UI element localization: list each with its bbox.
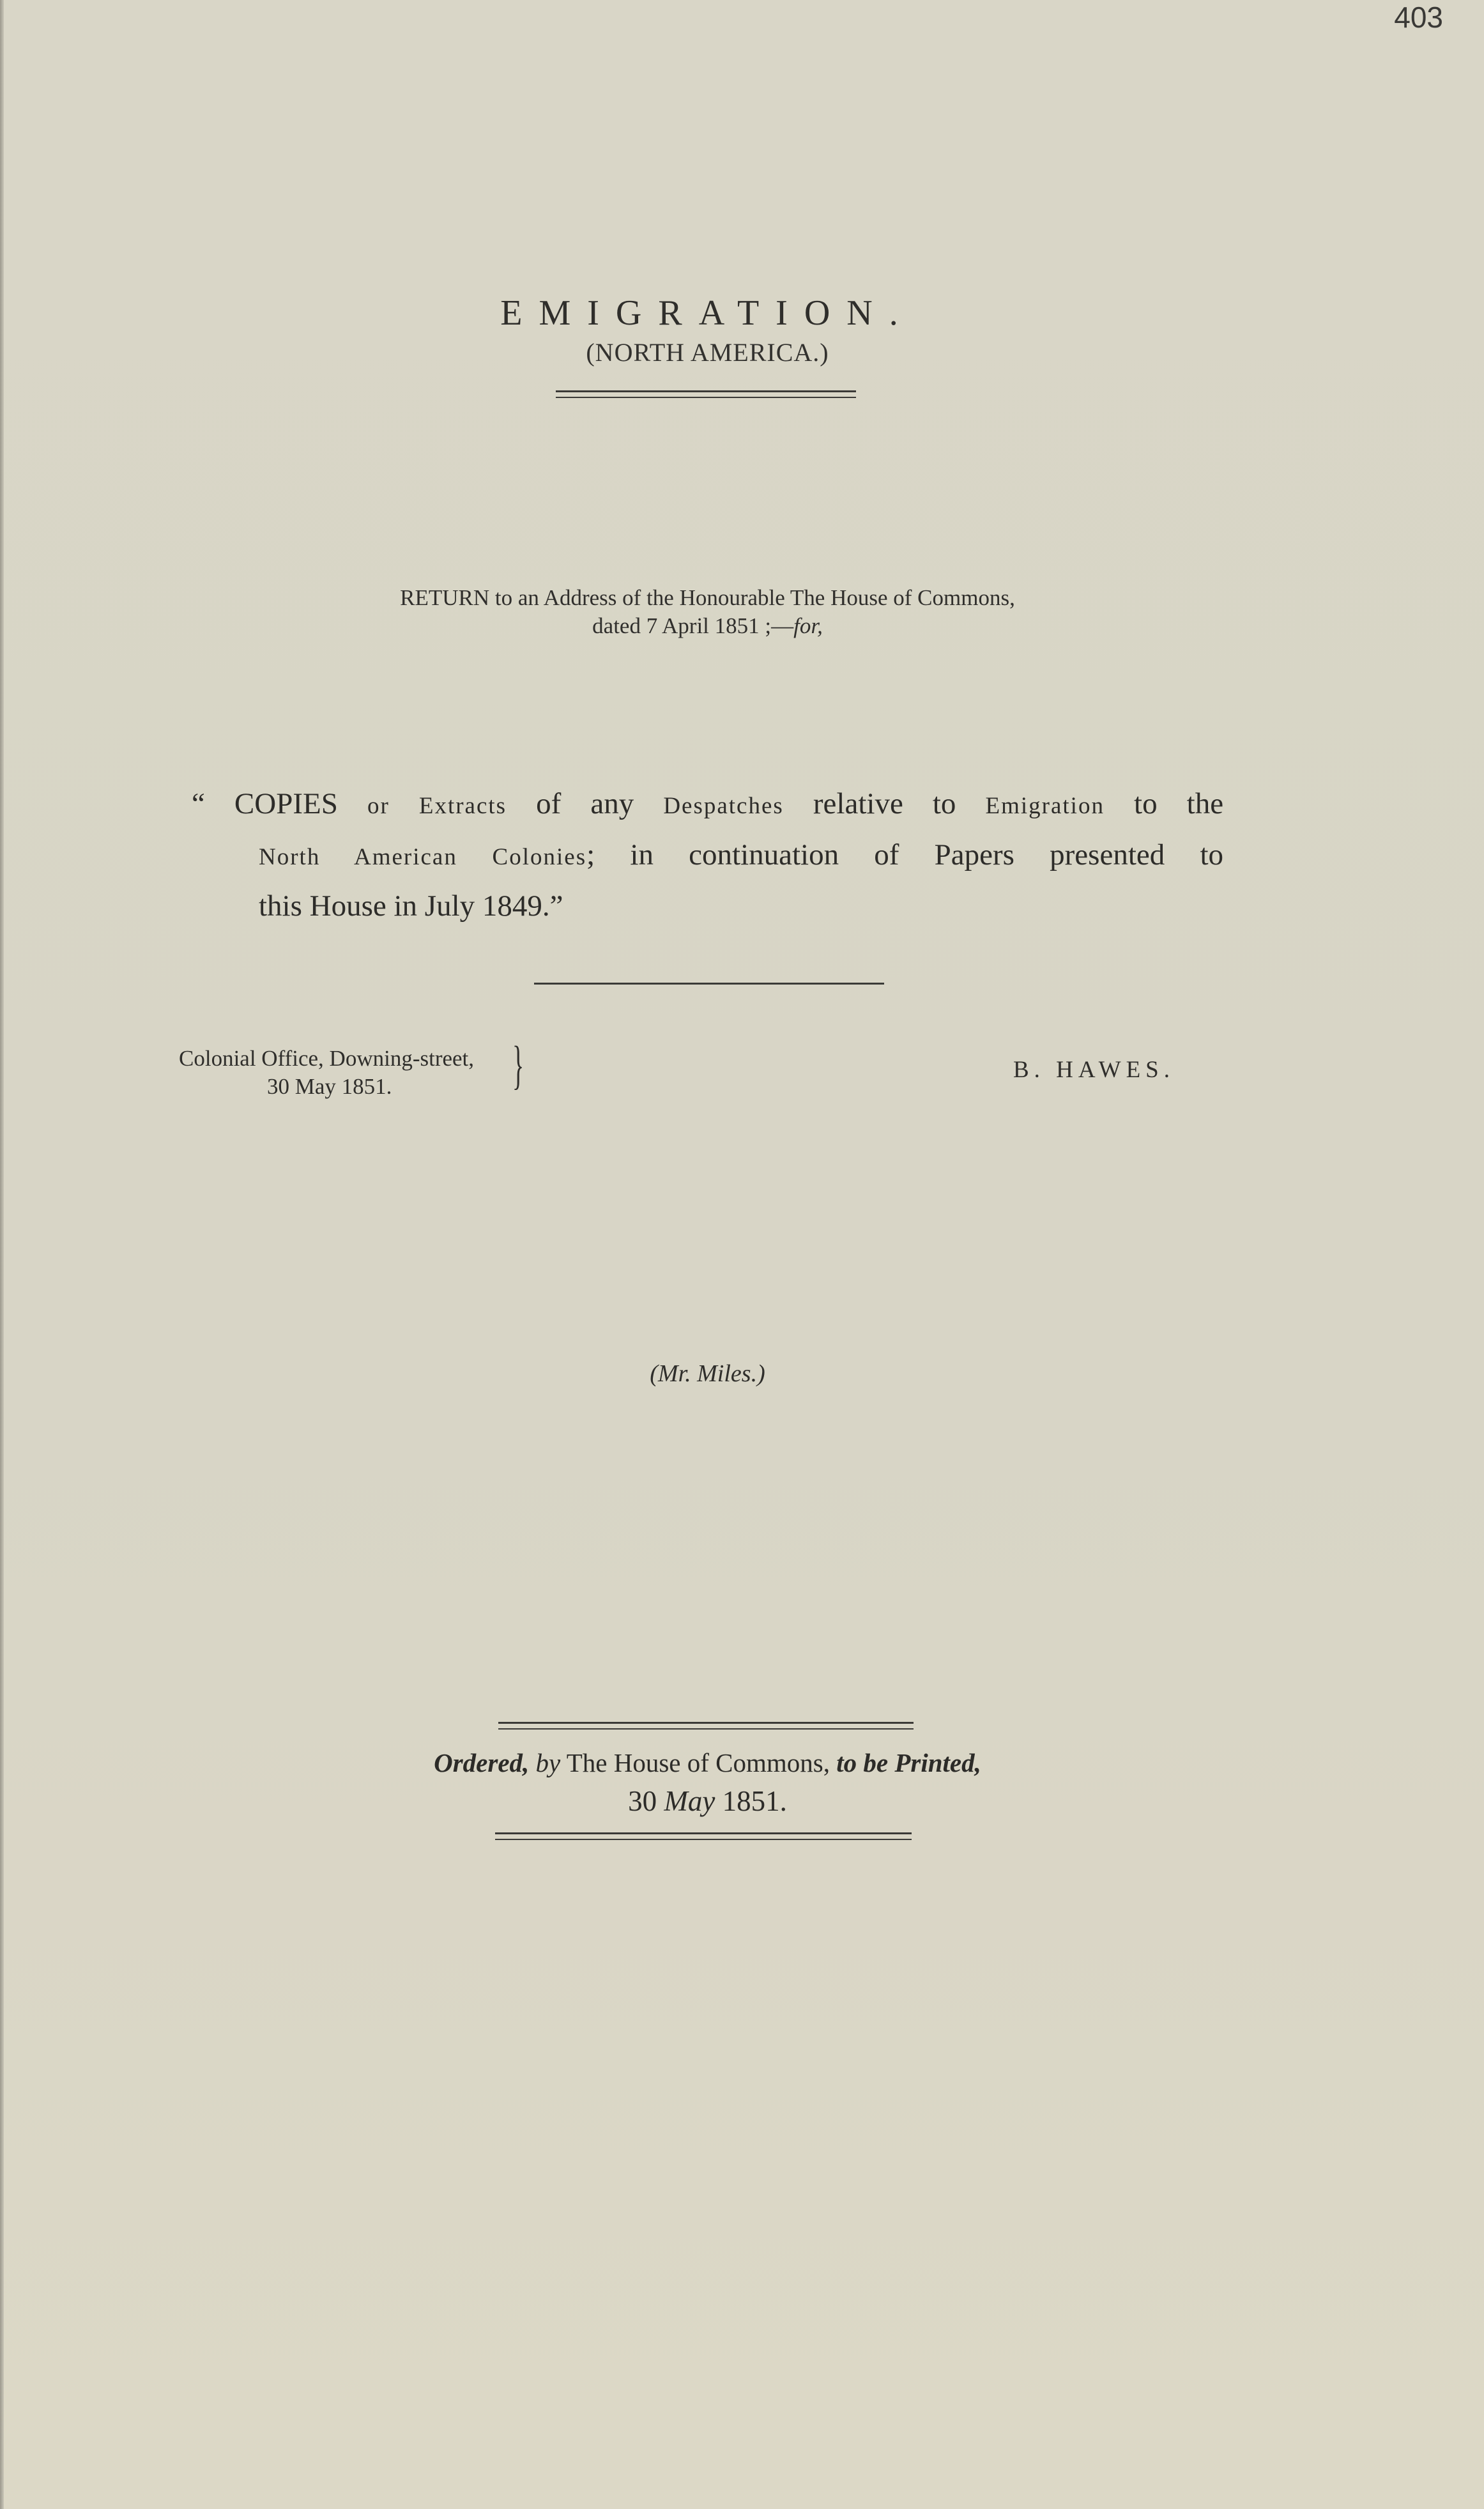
page-edge bbox=[0, 0, 4, 2509]
office-block bbox=[179, 1045, 474, 1101]
ordered-year: 1851. bbox=[722, 1785, 787, 1817]
copies-of-any: of any bbox=[536, 787, 634, 820]
copies-emigration: Emigration bbox=[985, 793, 1105, 819]
ordered-by: by bbox=[535, 1748, 561, 1777]
return-address-line: RETURN to an Address of the Honourable The House of Commons, bbox=[400, 585, 1015, 610]
copies-extracts: Extracts bbox=[418, 793, 507, 819]
document-subtitle: (NORTH AMERICA.) bbox=[586, 338, 829, 367]
copies-colonies: North American Colonies bbox=[259, 844, 587, 870]
ordered-date bbox=[0, 1784, 1415, 1818]
copies-despatches: Despatches bbox=[663, 793, 784, 819]
ordered-bottom-rule bbox=[495, 1832, 912, 1840]
copies-line-2 bbox=[192, 831, 1223, 882]
copies-continuation: ; in continuation of Papers presented to bbox=[586, 838, 1223, 871]
copies-rule bbox=[534, 983, 884, 985]
return-for-text: for, bbox=[793, 613, 823, 638]
copies-line-3: this House in July 1849.” bbox=[259, 889, 563, 923]
copies-paragraph bbox=[192, 779, 1223, 930]
brace-symbol: } bbox=[512, 1036, 524, 1095]
document-title: EMIGRATION. bbox=[500, 293, 915, 333]
copies-relative-to: relative to bbox=[813, 787, 956, 820]
return-date-text: dated 7 April 1851 ;— bbox=[592, 613, 794, 638]
copies-open: “ COPIES bbox=[192, 787, 338, 820]
ordered-month: May bbox=[664, 1785, 715, 1817]
ordered-house: The House of Commons, bbox=[566, 1748, 830, 1777]
copies-or: or bbox=[367, 793, 390, 819]
return-date-line bbox=[0, 613, 1415, 639]
mover-name: (Mr. Miles.) bbox=[650, 1360, 765, 1387]
page-number: 403 bbox=[1394, 1, 1443, 34]
ordered-day: 30 bbox=[628, 1785, 657, 1817]
copies-line-1 bbox=[192, 779, 1223, 831]
office-address: Colonial Office, Downing-street, bbox=[179, 1046, 475, 1071]
office-date: 30 May 1851. bbox=[267, 1074, 392, 1099]
ordered-line bbox=[0, 1747, 1415, 1778]
signature: B. HAWES. bbox=[1013, 1057, 1175, 1083]
ordered-printed: to be Printed, bbox=[836, 1748, 981, 1777]
title-rule bbox=[556, 390, 856, 398]
ordered-top-rule bbox=[498, 1722, 914, 1730]
copies-to-the: to the bbox=[1134, 787, 1224, 820]
ordered-word: Ordered, bbox=[434, 1748, 530, 1777]
